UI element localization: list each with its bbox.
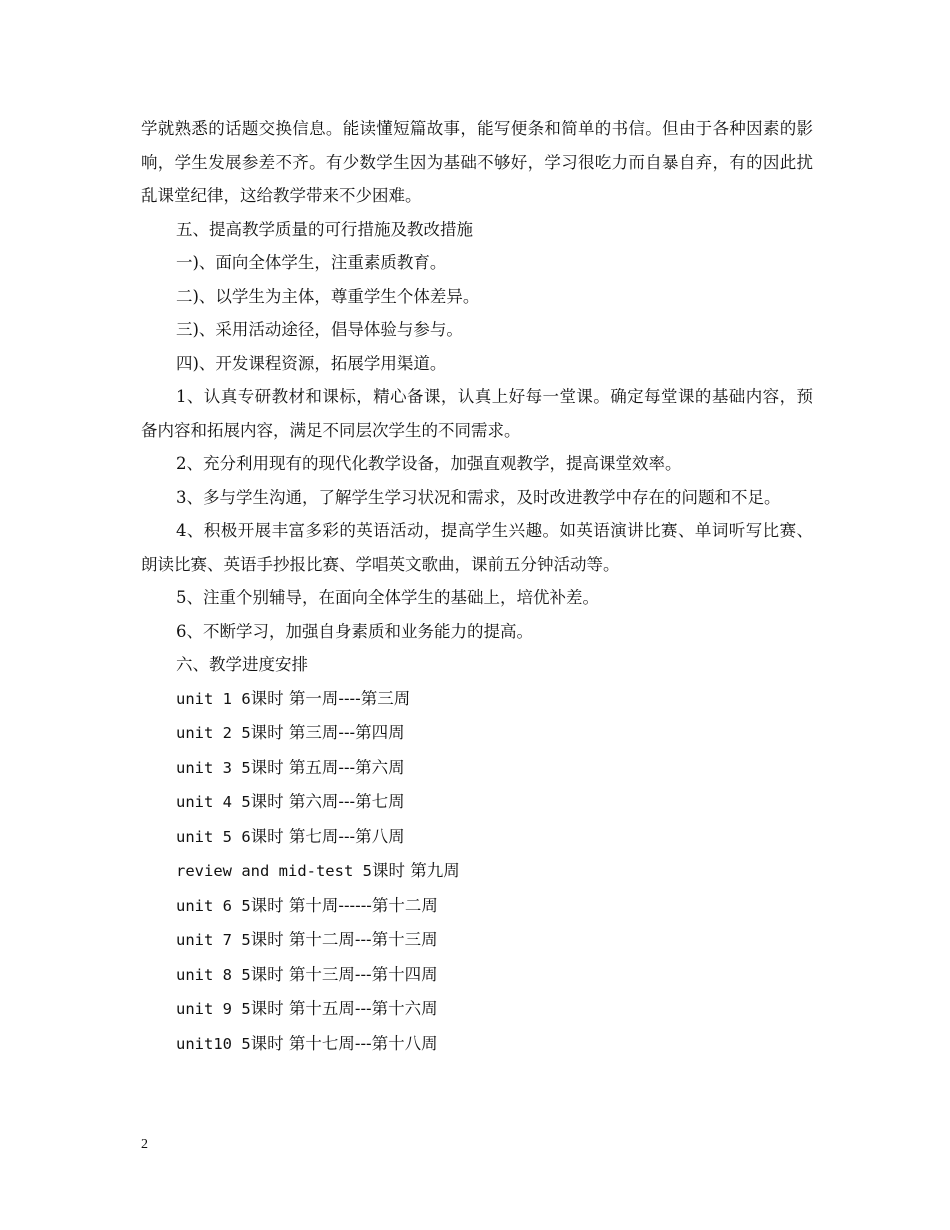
measure-item-4: 四)、开发课程资源，拓展学用渠道。 [176,353,447,373]
schedule-unit: unit 3 5 [176,758,251,777]
numbered-item-2: 2、充分利用现有的现代化教学设备，加强直观教学，提高课堂效率。 [176,454,682,473]
paragraph-intro: 学就熟悉的话题交换信息。能读懂短篇故事，能写便条和简单的书信。但由于各种因素的影响，学生发展参差不齐。有少数学生因为基础不够好，学习很吃力而自暴自弃，有的因此扰乱课堂纪律，这给教学带来不少困难。 [141,119,813,205]
schedule-detail: 课时 第九周 [371,861,460,880]
heading-section-six: 六、教学进度安排 [176,655,308,674]
schedule-row [141,958,813,993]
measure-item-1: 一)、面向全体学生，注重素质教育。 [176,253,447,272]
numbered-item-3: 3、多与学生沟通，了解学生学习状况和需求，及时改进教学中存在的问题和不足。 [176,487,781,507]
schedule-row [141,716,813,751]
schedule-row [141,889,813,924]
schedule-unit: unit 9 5 [176,1000,251,1018]
schedule-detail: 课时 第七周---第八周 [250,826,405,846]
schedule-row [141,923,813,958]
schedule-row [141,820,813,855]
schedule-unit: unit 8 5 [176,965,251,984]
schedule-unit: review and mid-test 5 [176,862,372,880]
schedule-row [141,854,813,889]
numbered-item-5: 5、注重个别辅导，在面向全体学生的基础上，培优补差。 [176,588,599,607]
schedule-detail: 课时 第十七周---第十八周 [250,1033,438,1053]
schedule-detail: 课时 第十周------第十二周 [250,895,438,915]
schedule-row [141,751,813,786]
schedule-unit: unit 5 6 [176,827,251,846]
schedule-unit: unit10 5 [176,1034,251,1053]
numbered-item-1: 1、认真专研教材和课标，精心备课，认真上好每一堂课。确定每堂课的基础内容，预备内容和拓展内容，满足不同层次学生的不同需求。 [141,387,813,440]
measure-item-2: 二)、以学生为主体，尊重学生个体差异。 [176,286,480,306]
schedule-detail: 课时 第六周---第七周 [250,792,405,811]
schedule-unit: unit 1 6 [176,689,251,708]
schedule-detail: 课时 第十三周---第十四周 [250,964,438,984]
schedule-detail: 课时 第一周----第三周 [250,688,411,708]
page-number: 2 [141,1137,148,1152]
schedule-detail: 课时 第十二周---第十三周 [250,930,438,949]
schedule-row [141,992,813,1027]
schedule-row [141,785,813,820]
schedule-list [141,682,813,1062]
numbered-item-6: 6、不断学习，加强自身素质和业务能力的提高。 [176,621,533,641]
schedule-unit: unit 6 5 [176,896,251,915]
schedule-detail: 课时 第五周---第六周 [250,757,405,777]
schedule-detail: 课时 第十五周---第十六周 [250,999,438,1018]
numbered-item-4: 4、积极开展丰富多彩的英语活动，提高学生兴趣。如英语演讲比赛、单词听写比赛、朗读比赛、英语手抄报比赛、学唱英文歌曲，课前五分钟活动等。 [141,521,813,574]
heading-section-five: 五、提高教学质量的可行措施及教改措施 [176,219,473,239]
schedule-unit: unit 2 5 [176,724,251,742]
measure-item-3: 三)、采用活动途径，倡导体验与参与。 [176,320,463,339]
schedule-unit: unit 4 5 [176,793,251,811]
schedule-row [141,682,813,717]
schedule-unit: unit 7 5 [176,931,251,949]
schedule-detail: 课时 第三周---第四周 [250,723,405,742]
schedule-row [141,1027,813,1062]
document-body [141,112,813,1061]
